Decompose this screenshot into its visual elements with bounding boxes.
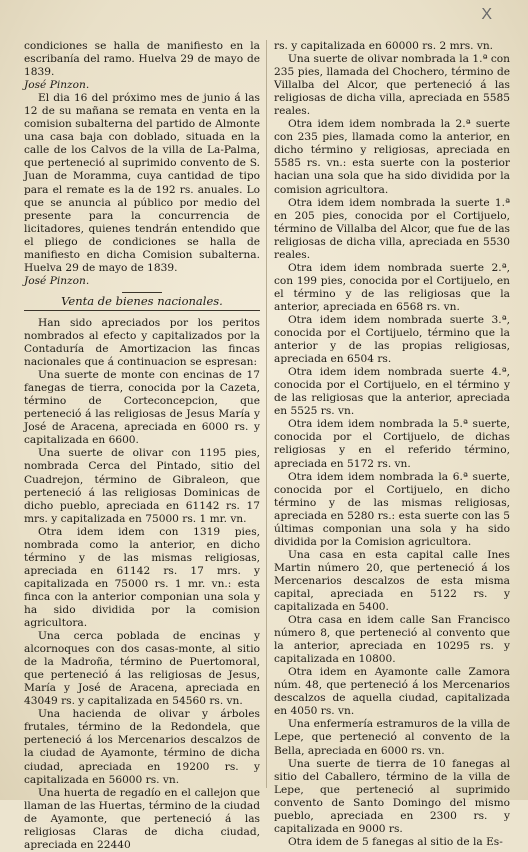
paragraph: Una suerte de olivar con 1195 pies, nombrada Cerca del Pintado, sitio del Cuadrejon, término de Gibraleon, que perteneció á las religiosas Dominicas de dicho pueblo, apreciada en 61142 rs. 17 mrs. y capitalizada en 75000 rs. 1 mr. vn. [24,447,260,525]
signature: José Pinzon. [24,274,90,287]
paragraph: condiciones se halla de manifiesto en la escribanía del ramo. Huelva 29 de mayo de 1839. [24,40,260,79]
paragraph: Otra casa en idem calle San Francisco número 8, que perteneció al convento que la anterior, apreciada en 10295 rs. y capitalizada en 10800. [274,614,510,666]
paragraph: Una cerca poblada de encinas y alcornoques con dos casas-monte, al sitio de la Madroña, término de Puertomoral, que perteneció á las religiosas de Jesus, María y José de Aracena, apreciada en 43049 rs. y capitalizada en 54560 rs. vn. [24,630,260,708]
paragraph: Otra idem idem nombrada suerte 3.ª, conocida por el Cortijuelo, término que la anterior y de las propias religiosas, apreciada en 6504 rs. [274,313,510,366]
paragraph: Una enfermería estramuros de la villa de Lepe, que perteneció al convento de la Bella, apreciada en 6000 rs. vn. [274,718,510,757]
paragraph: Una suerte de tierra de 10 fanegas al sitio del Caballero, término de la villa de Lepe, que perteneció al suprimido convento de Santo Domingo del mismo pueblo, apreciada en 2300 rs. y capitalizada en 9000 rs. [274,757,510,835]
right-column [274,40,510,849]
paragraph: Otra idem idem nombrada la suerte 1.ª en 205 pies, conocida por el Cortijuelo, término de Villalba del Alcor, que fue de las religiosas de dicha villa, apreciada en 5530 reales. [274,196,510,261]
paragraph: Otra idem idem nombrada la 6.ª suerte, conocida por el Cortijuelo, en dicho término y de las mismas religiosas, apreciada en 5280 rs.: esta suerte con las 5 últimas componian una sola y ha sido dividida por la Comision agricultora. [274,470,510,548]
paragraph: Una suerte de olivar nombrada la 1.ª con 235 pies, llamada del Chochero, término de Villalba del Alcor, que perteneció á las religiosas de dicha villa, apreciada en 5585 reales. [274,53,510,118]
paragraph: Una huerta de regadío en el callejon que llaman de las Huertas, término de la ciudad de Ayamonte, que perteneció á las religiosas Claras de dicha ciudad, apreciada en 22440 [24,786,260,851]
paragraph: Otra idem idem nombrada la 2.ª suerte con 235 pies, llamada como la anterior, en dicho término y religiosas, apreciada en 5585 rs. vn.: esta suerte con la posterior hacian una sola que ha sido dividida por la comision agricultora. [274,118,510,196]
paragraph: Otra idem de 5 fanegas al sitio de la Es- [288,835,503,848]
paragraph: Una casa en esta capital calle Ines Martin número 20, que perteneció á los Mercenarios descalzos de esta misma capital, apreciada en 5122 rs. y capitalizada en 5400. [274,548,510,614]
paragraph: El dia 16 del próximo mes de junio á las 12 de su mañana se remata en venta en la comision subalterna del partido de Almonte una casa baja con doblado, situada en la calle de los Calvos de la villa de La-Palma, que perteneció al suprimido convento de S. Juan de Moramma, cuya cantidad de tipo para el remate es la de 192 rs. anuales. Lo que se anuncia al público por medio del presente para la concurrencia de licitadores, quienes tendrán entendido que el pliego de condiciones se halla de manifiesto en dicha Comision subalterna. Huelva 29 de mayo de 1839. [24,92,260,274]
paragraph: Otra idem idem nombrada suerte 2.ª, con 199 pies, conocida por el Cortijuelo, en el término y de las religiosas que la anterior, apreciada en 6568 rs. vn. [274,261,510,313]
left-column [24,40,260,852]
paragraph: Otra idem en Ayamonte calle Zamora núm. 48, que perteneció á los Mercenarios descalzos de aquella ciudad, capitalizada en 4050 rs. vn. [274,666,510,718]
paragraph: Otra idem idem con 1319 pies, nombrada como la anterior, en dicho término y de las mismas religiosas, apreciada en 61142 rs. 17 mrs. y capitalizada en 75000 rs. 1 mr. vn.: esta finca con la anterior componian una sola y ha sido dividida por la comision agricultora. [24,525,260,630]
column-divider [266,40,267,788]
signature: José Pinzon. [24,79,90,92]
corner-mark: X [481,6,492,23]
section-rule [122,292,162,293]
paragraph: rs. y capitalizada en 60000 rs. 2 mrs. vn. [274,40,494,52]
paragraph: Han sido apreciados por los peritos nombrados al efecto y capitalizados por la Contaduría de Amortizacion las fincas nacionales que á continuacion se espresan: [24,316,260,369]
paragraph: Otra idem idem nombrada suerte 4.ª, conocida por el Cortijuelo, en el término y de las religiosas que la anterior, apreciada en 5525 rs. vn. [274,366,510,418]
section-heading: Venta de bienes nacionales. [24,295,260,311]
paragraph: Una hacienda de olivar y árboles frutales, término de la Redondela, que perteneció á los Mercenarios descalzos de la ciudad de Ayamonte, término de dicha ciudad, apreciada en 19200 rs. y capitalizada en 56000 rs. vn. [24,708,260,786]
paragraph: Una suerte de monte con encinas de 17 fanegas de tierra, conocida por la Cazeta, término de Corteconcepcion, que perteneció á las religiosas de Jesus María y José de Aracena, apreciada en 6000 rs. y capitalizada en 6600. [24,369,260,447]
paragraph: Otra idem idem nombrada la 5.ª suerte, conocida por el Cortijuelo, de dichas religiosas y en el referido término, apreciada en 5172 rs. vn. [274,418,510,470]
